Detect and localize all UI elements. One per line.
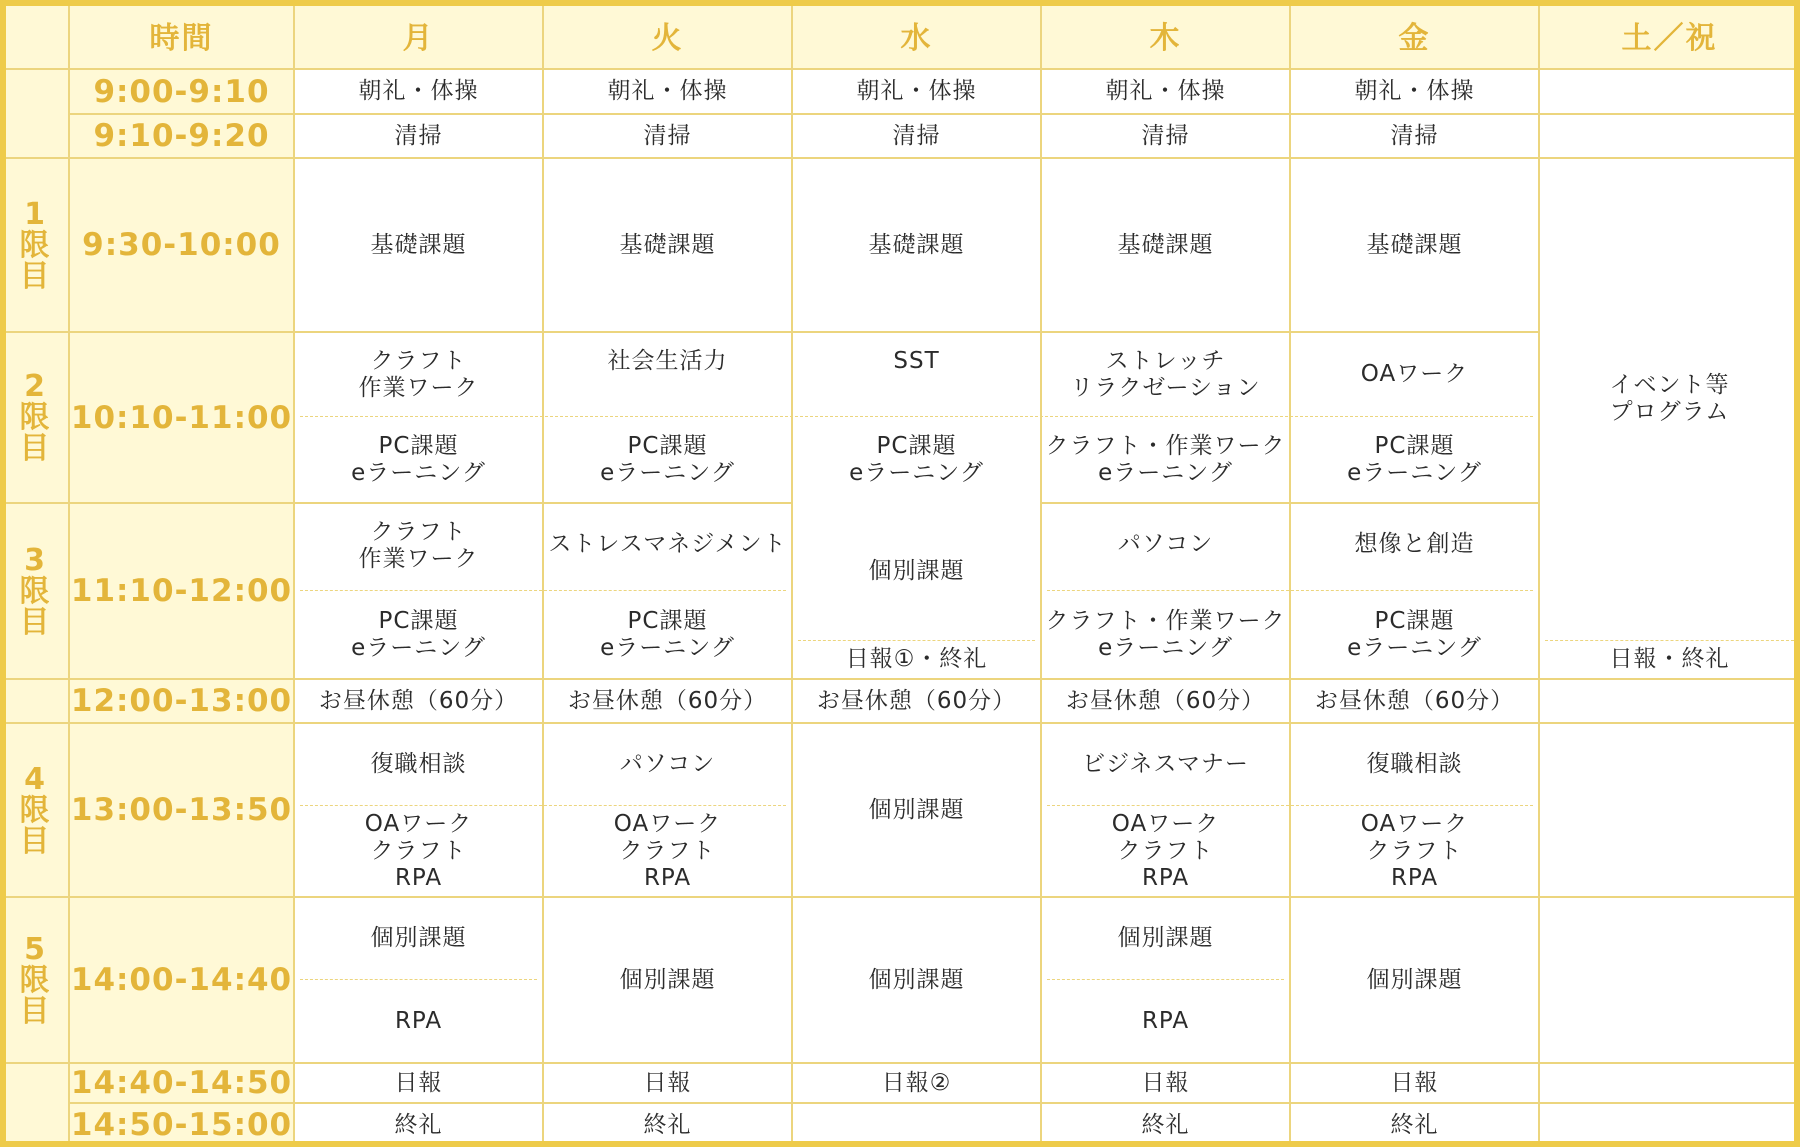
- cell-text: SST: [893, 348, 940, 374]
- cell-text: 基礎課題: [868, 231, 965, 258]
- cell-text: お昼休憩（60分）: [1314, 687, 1515, 714]
- time-clean-label: 9:10-9:20: [93, 118, 270, 154]
- cell-text: PC課題 eラーニング: [849, 432, 984, 486]
- cell-text: クラフト 作業ワーク: [358, 348, 479, 401]
- cell-text: PC課題 eラーニング: [351, 432, 486, 486]
- cell-text: 朝礼・体操: [607, 78, 728, 104]
- cell-text: ストレッチ リラクゼーション: [1070, 348, 1261, 401]
- cell-text: 清掃: [892, 122, 941, 149]
- time-p5-label: 14:00-14:40: [70, 962, 293, 998]
- cell-text: お昼休憩（60分）: [816, 687, 1017, 714]
- period-2-label: 2 限 目: [19, 369, 50, 466]
- period-5-label: 5 限 目: [19, 931, 50, 1029]
- cell-text: お昼休憩（60分）: [1065, 687, 1266, 714]
- time-p4-label: 13:00-13:50: [70, 792, 293, 828]
- header-wed-label: 水: [900, 20, 933, 56]
- time-lunch-label: 12:00-13:00: [70, 683, 293, 719]
- cell-text: 想像と創造: [1354, 531, 1475, 557]
- cell-text: 日報・終礼: [1609, 646, 1730, 672]
- cell-text: 社会生活力: [607, 348, 728, 374]
- cell-text: 朝礼・体操: [1354, 78, 1475, 104]
- cell-text: 朝礼・体操: [856, 78, 977, 104]
- cell-text: 個別課題: [1117, 924, 1214, 951]
- time-report-label: 14:40-14:50: [70, 1065, 293, 1101]
- cell-text: 清掃: [1390, 122, 1439, 149]
- cell-text: 個別課題: [868, 966, 965, 993]
- cell-text: 個別課題: [1366, 966, 1463, 993]
- cell-text: OAワーク: [1360, 360, 1469, 387]
- cell-text: OAワーク クラフト RPA: [613, 810, 722, 891]
- header-mon-label: 月: [402, 20, 435, 56]
- time-closing-label: 14:50-15:00: [70, 1107, 293, 1143]
- cell-text: 朝礼・体操: [358, 78, 479, 104]
- cell-text: 日報②: [881, 1069, 952, 1096]
- cell-text: 日報: [1390, 1069, 1439, 1096]
- time-p2-label: 10:10-11:00: [70, 399, 293, 436]
- cell-text: 個別課題: [619, 966, 716, 993]
- cell-text: 個別課題: [868, 558, 965, 584]
- cell-text: PC課題 eラーニング: [600, 432, 735, 486]
- period-3-label: 3 限 目: [19, 542, 50, 640]
- cell-text: 基礎課題: [370, 231, 467, 258]
- cell-text: 日報: [643, 1069, 692, 1096]
- cell-text: 個別課題: [868, 796, 965, 823]
- cell-text: 清掃: [394, 122, 443, 149]
- cell-text: 終礼: [1141, 1111, 1190, 1138]
- cell-text: パソコン: [619, 750, 716, 777]
- cell-text: クラフト 作業ワーク: [358, 519, 479, 572]
- cell-text: RPA: [394, 1007, 443, 1034]
- cell-text: お昼休憩（60分）: [567, 687, 768, 714]
- cell-text: OAワーク クラフト RPA: [1360, 810, 1469, 891]
- header-sat-label: 土／祝: [1621, 20, 1718, 56]
- header-fri-label: 金: [1398, 20, 1431, 56]
- cell-text: 清掃: [643, 122, 692, 149]
- cell-text: 復職相談: [1366, 750, 1463, 777]
- cell-text: 終礼: [643, 1111, 692, 1138]
- cell-text: PC課題 eラーニング: [1347, 432, 1482, 486]
- cell-text: 基礎課題: [1366, 231, 1463, 258]
- cell-text: 朝礼・体操: [1105, 78, 1226, 104]
- time-morning-label: 9:00-9:10: [93, 73, 270, 110]
- header-time-label: 時間: [149, 20, 214, 56]
- cell-text: ビジネスマナー: [1082, 750, 1249, 777]
- cell-text: PC課題 eラーニング: [351, 608, 486, 661]
- cell-text: 基礎課題: [619, 231, 716, 258]
- time-p1-label: 9:30-10:00: [82, 227, 281, 263]
- cell-text: 個別課題: [370, 924, 467, 951]
- cell-text: 終礼: [394, 1111, 443, 1138]
- cell-text: お昼休憩（60分）: [318, 687, 519, 714]
- cell-text: 日報: [1141, 1069, 1190, 1096]
- period-4-label: 4 限 目: [19, 761, 50, 859]
- cell-text: クラフト・作業ワーク eラーニング: [1045, 432, 1286, 486]
- cell-text: 終礼: [1390, 1111, 1439, 1138]
- cell-text: PC課題 eラーニング: [1347, 608, 1482, 661]
- cell-text: 日報①・終礼: [845, 646, 988, 672]
- cell-text: パソコン: [1117, 531, 1214, 557]
- cell-text: 日報: [394, 1069, 443, 1096]
- cell-text: OAワーク クラフト RPA: [364, 810, 473, 891]
- period-1-label: 1 限 目: [19, 196, 50, 294]
- cell-text: ストレスマネジメント: [548, 531, 787, 557]
- cell-text: 基礎課題: [1117, 231, 1214, 258]
- cell-text: PC課題 eラーニング: [600, 608, 735, 661]
- time-p3-label: 11:10-12:00: [70, 573, 293, 609]
- header-tue-label: 火: [651, 20, 684, 56]
- cell-text: 復職相談: [370, 750, 467, 777]
- cell-text: クラフト・作業ワーク eラーニング: [1045, 608, 1286, 661]
- cell-text: イベント等 プログラム: [1609, 372, 1730, 425]
- cell-text: 清掃: [1141, 122, 1190, 149]
- cell-text: RPA: [1141, 1007, 1190, 1034]
- cell-text: OAワーク クラフト RPA: [1111, 810, 1220, 891]
- header-thu-label: 木: [1149, 20, 1182, 56]
